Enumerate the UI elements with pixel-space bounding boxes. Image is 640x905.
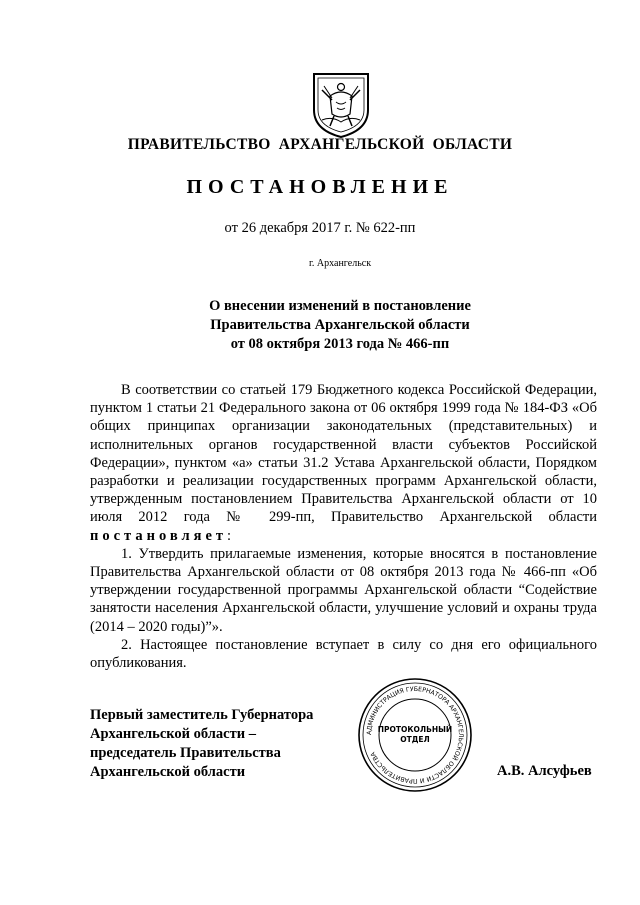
decree-colon: : — [227, 527, 232, 544]
stamp-ring-text: АДМИНИСТРАЦИЯ ГУБЕРНАТОРА АРХАНГЕЛЬСКОЙ ОБЛАСТИ И ПРАВИТЕЛЬСТВА — [365, 685, 465, 785]
official-stamp — [355, 675, 475, 795]
item-paragraph: 1. Утвердить прилагаемые изменения, которые вносятся в постановление Правительства Архангельской области от 08 октября 2013 года № 466-пп «Об утверждении государственной программы Архангельской области “Содействие занятости населения Архангельской области, улучшение условий и охраны труда (2014 – 2020 годы)”». — [90, 545, 597, 635]
stamp-center-line: ОТДЕЛ — [400, 735, 430, 744]
decree-word: постановляет — [90, 527, 228, 544]
stamp-center-line: ПРОТОКОЛЬНЫЙ — [377, 725, 453, 734]
signer-line: Архангельской области — [90, 764, 246, 780]
signer-position — [90, 706, 313, 782]
subject-line: от 08 октября 2013 года № 466-пп — [230, 336, 450, 352]
preamble-text: В соответствии со статьей 179 Бюджетного кодекса Российской Федерации, пунктом 1 статьи 21 Федерального закона от 06 октября 1999 года № 184-ФЗ «Об общих принципах организации законодательных (представительных) и исполнительных органов государственной власти субъектов Российской Федерации», пунктом «а» статьи 31.2 Устава Архангельской области, Порядком разработки и реализации государственных программ Архангельской области, утвержденным постановлением Правительства Архангельской области от 10 июля 2012 года № 299-пп, Правительство Архангельской области — [90, 382, 597, 526]
signer-name: А.В. Алсуфьев — [497, 763, 592, 779]
subject-line: Правительства Архангельской области — [210, 317, 470, 333]
document-type: ПОСТАНОВЛЕНИЕ — [186, 176, 454, 198]
document-body — [90, 381, 597, 672]
signer-line: председатель Правительства — [90, 745, 281, 761]
government-title: ПРАВИТЕЛЬСТВО АРХАНГЕЛЬСКОЙ ОБЛАСТИ — [127, 136, 513, 153]
document-date-number: от 26 декабря 2017 г. № 622-пп — [224, 220, 416, 236]
subject-line: О внесении изменений в постановление — [209, 298, 471, 314]
signer-line: Архангельской области – — [90, 726, 256, 742]
item-paragraph: 2. Настоящее постановление вступает в силу со дня его официального опубликования. — [90, 636, 597, 672]
document-subject — [0, 297, 640, 354]
document-city: г. Архангельск — [308, 258, 372, 269]
preamble-paragraph — [90, 381, 597, 545]
coat-of-arms-icon — [310, 70, 372, 140]
signer-line: Первый заместитель Губернатора — [90, 707, 314, 723]
